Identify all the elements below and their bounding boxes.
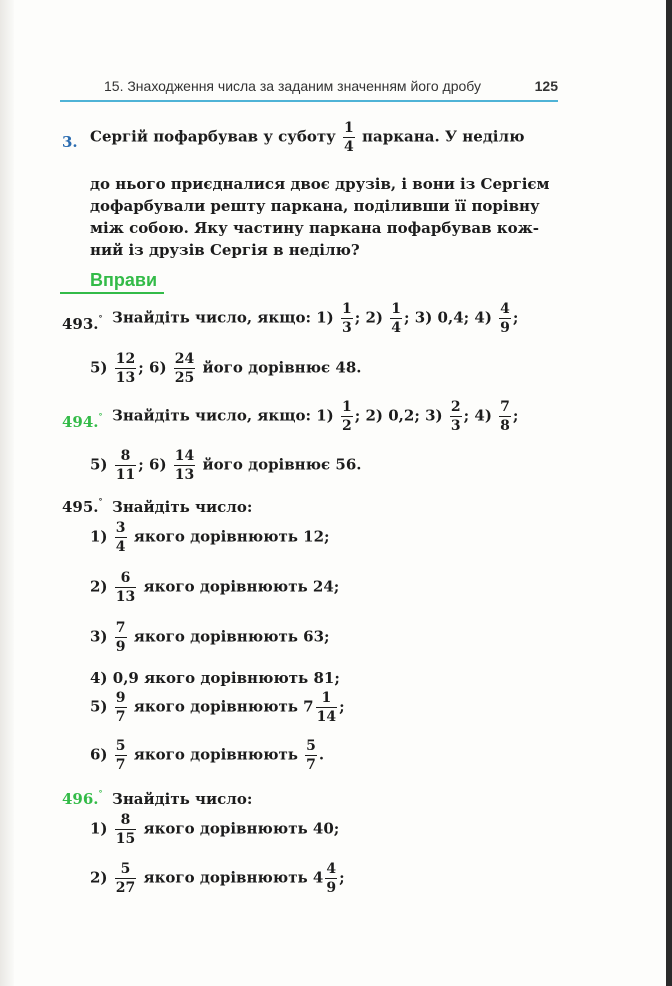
- exercise-text: ;: [512, 406, 519, 425]
- exercise-text: ; 2): [354, 308, 384, 327]
- exercise-494-line-2: [90, 449, 362, 482]
- denominator: 7: [306, 757, 316, 773]
- denominator: 13: [115, 589, 136, 605]
- denominator: 2: [341, 418, 352, 434]
- numerator: 12: [115, 351, 136, 367]
- numerator: 9: [115, 690, 126, 706]
- fraction: [316, 691, 337, 724]
- item-text: якого дорівнюють 4: [143, 868, 324, 887]
- numerator: 4: [326, 861, 337, 877]
- fraction: [115, 571, 136, 604]
- fraction: [115, 691, 127, 724]
- denominator: 7: [115, 757, 126, 773]
- denominator: 7: [115, 709, 126, 725]
- numerator: 4: [500, 301, 510, 317]
- fraction: [341, 400, 353, 433]
- denominator: 9: [500, 320, 510, 336]
- exercise-number-text: 496.: [62, 790, 99, 808]
- fraction: [325, 862, 337, 895]
- numerator: 1: [341, 399, 352, 415]
- exercise-text: Знайдіть число, якщо: 1): [112, 406, 334, 425]
- fraction: [450, 400, 462, 433]
- item-text: якого дорівнюють 7: [133, 697, 314, 716]
- difficulty-mark: °: [98, 788, 103, 798]
- page-left-edge: [0, 0, 14, 986]
- difficulty-mark: °: [98, 411, 103, 421]
- item-text: якого дорівнюють 12;: [133, 527, 330, 546]
- fraction: [115, 521, 127, 554]
- item-label: 2): [90, 868, 108, 887]
- denominator: 11: [115, 467, 136, 483]
- difficulty-mark: °: [98, 313, 103, 323]
- exercise-text: Знайдіть число, якщо: 1): [112, 308, 334, 327]
- denominator: 15: [115, 831, 136, 847]
- exercise-495-lead: Знайдіть число:: [112, 498, 253, 516]
- section-heading: Вправи: [90, 270, 158, 290]
- exercise-495-item-3: [90, 621, 330, 654]
- fraction: [305, 739, 317, 772]
- denominator: 8: [500, 418, 510, 434]
- exercise-text: ; 2) 0,2; 3): [354, 406, 443, 425]
- item-text: ;: [339, 868, 345, 887]
- fraction: [115, 621, 127, 654]
- item-text: якого дорівнюють 24;: [143, 577, 340, 596]
- item-label: 1): [90, 527, 108, 546]
- exercise-number-text: 494.: [62, 413, 99, 431]
- item-label: 2): [90, 577, 108, 596]
- numerator: 2: [450, 399, 461, 415]
- section-underline: [60, 292, 164, 294]
- denominator: 4: [391, 320, 402, 336]
- task-3-line-4: між собою. Яку частину паркана пофарбував кож-: [90, 219, 539, 237]
- item-label: 6): [90, 745, 108, 764]
- exercise-496-lead: Знайдіть число:: [112, 790, 253, 808]
- numerator: 1: [341, 301, 352, 317]
- fraction: [499, 400, 511, 433]
- denominator: 3: [341, 320, 352, 336]
- exercise-text: ; 3) 0,4; 4): [404, 308, 492, 327]
- numerator: 6: [115, 571, 136, 588]
- item-text: якого дорівнюють: [133, 745, 298, 764]
- numerator: 5: [115, 862, 136, 879]
- denominator: 13: [115, 370, 136, 386]
- exercise-text: ; 6): [138, 358, 167, 377]
- task-3-line-3: дофарбували решту паркана, поділивши її порівну: [90, 197, 540, 215]
- fraction: [343, 121, 355, 154]
- exercise-number-text: 495.: [62, 498, 99, 516]
- item-label: 3): [90, 627, 108, 646]
- item-text: якого дорівнюють 40;: [143, 819, 340, 838]
- exercise-493-number: [62, 315, 103, 333]
- numerator: 24: [174, 351, 195, 367]
- exercise-495-item-2: [90, 571, 339, 604]
- task-3-text-a: Сергій пофарбував у суботу: [90, 127, 336, 146]
- exercise-text: ; 4): [463, 406, 492, 425]
- exercise-493-line-2: [90, 352, 362, 385]
- exercise-495-item-1: [90, 521, 330, 554]
- exercise-496-number: [62, 790, 103, 808]
- task-3-text-b: паркана. У неділю: [362, 127, 525, 146]
- exercise-495-item-6: [90, 739, 324, 772]
- denominator: 4: [344, 139, 354, 155]
- item-text: якого дорівнюють 63;: [133, 627, 330, 646]
- page-number: 125: [534, 78, 558, 94]
- denominator: 3: [450, 418, 461, 434]
- exercise-495-item-4: 4) 0,9 якого дорівнюють 81;: [90, 669, 340, 687]
- denominator: 9: [115, 639, 126, 655]
- denominator: 4: [115, 539, 126, 555]
- fraction: [341, 302, 353, 335]
- fraction: [174, 352, 195, 385]
- exercise-495-item-5: [90, 691, 345, 724]
- task-3-line-2: до нього приєдналися двоє друзів, і вони із Сергієм: [90, 175, 550, 193]
- numerator: 7: [115, 620, 126, 636]
- denominator: 13: [174, 467, 195, 483]
- fraction: [115, 813, 136, 846]
- fraction: [115, 862, 136, 895]
- exercise-496-item-1: [90, 813, 339, 846]
- numerator: 5: [115, 738, 126, 754]
- task-3-number: 3.: [62, 133, 78, 151]
- numerator: 8: [115, 813, 136, 830]
- exercise-495-number: [62, 498, 103, 516]
- denominator: 14: [316, 709, 337, 725]
- item-label: 5): [90, 697, 108, 716]
- numerator: 5: [306, 738, 316, 754]
- numerator: 1: [391, 301, 402, 317]
- numerator: 8: [115, 449, 136, 466]
- fraction: [390, 302, 402, 335]
- exercise-494-number: [62, 413, 103, 431]
- denominator: 25: [174, 370, 195, 386]
- item-label: 5): [90, 455, 108, 474]
- header-divider: [60, 100, 558, 102]
- fraction: [115, 449, 136, 482]
- difficulty-mark: °: [98, 496, 103, 506]
- exercise-493-line-1: [112, 302, 518, 335]
- numerator: 3: [115, 520, 126, 536]
- running-header: [60, 78, 558, 100]
- exercise-494-line-1: [112, 400, 518, 433]
- exercise-text: його дорівнює 48.: [202, 358, 362, 377]
- numerator: 7: [500, 399, 510, 415]
- numerator: 1: [316, 691, 337, 708]
- denominator: 27: [115, 880, 136, 896]
- page-right-edge: [666, 0, 672, 986]
- item-label: 5): [90, 358, 108, 377]
- exercise-number-text: 493.: [62, 315, 99, 333]
- exercise-text: його дорівнює 56.: [202, 455, 362, 474]
- fraction: [115, 352, 136, 385]
- item-label: 1): [90, 819, 108, 838]
- item-text: ;: [339, 697, 345, 716]
- denominator: 9: [326, 880, 337, 896]
- numerator: 1: [344, 120, 354, 136]
- task-3-line-1: [90, 121, 524, 154]
- exercise-text: ;: [512, 308, 519, 327]
- fraction: [115, 739, 127, 772]
- fraction: [174, 449, 195, 482]
- exercise-text: ; 6): [138, 455, 167, 474]
- numerator: 14: [174, 448, 195, 464]
- chapter-title: 15. Знаходження числа за заданим значенням його дробу: [104, 78, 481, 94]
- fraction: [499, 302, 511, 335]
- task-3-line-5: ний із друзів Сергія в неділю?: [90, 241, 360, 259]
- item-text: .: [318, 745, 325, 764]
- exercise-496-item-2: [90, 862, 345, 895]
